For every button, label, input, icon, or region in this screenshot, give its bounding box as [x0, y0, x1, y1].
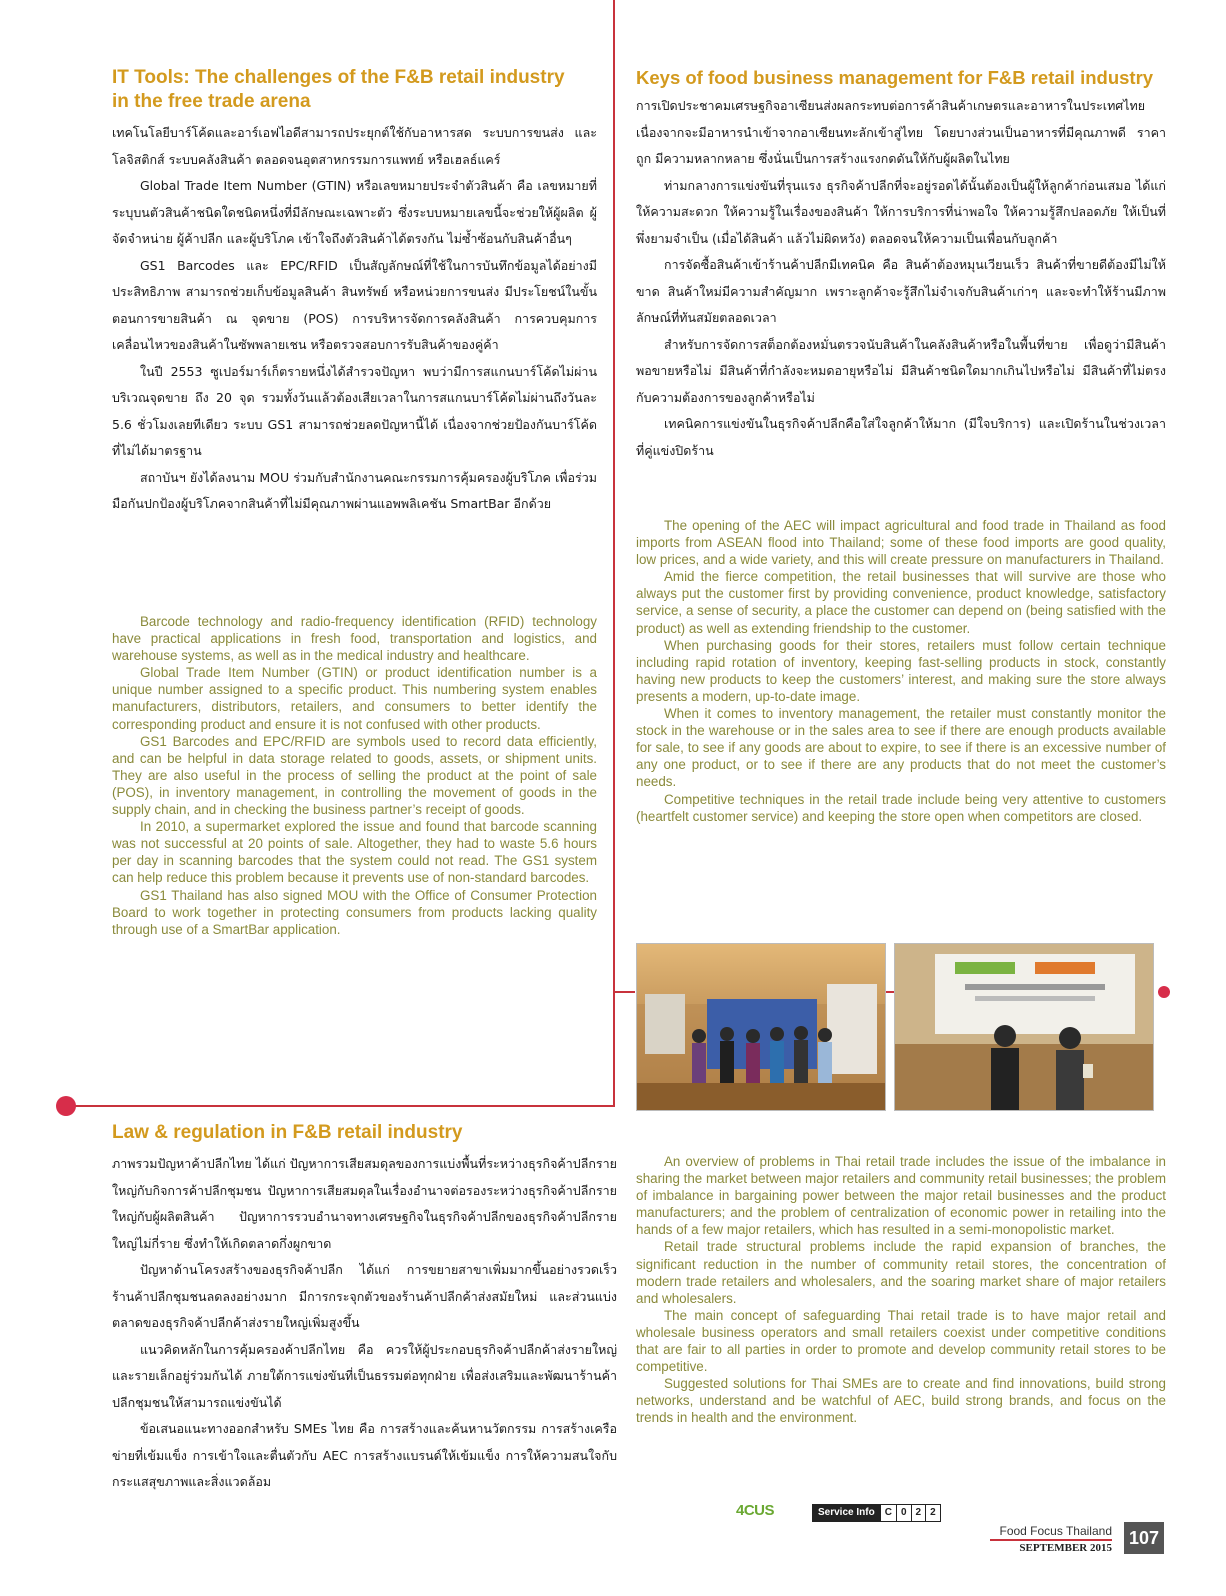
focus-logo: [736, 1502, 774, 1519]
event-photo-group: [636, 943, 886, 1111]
divider-horizontal-line-left: [66, 1105, 615, 1107]
english-paragraph: GS1 Thailand has also signed MOU with the Office of Consumer Protection Board to work together in protecting consumers from products lacking quality through use of a SmartBar application.: [112, 887, 597, 937]
thai-paragraph: เทคนิคการแข่งขันในธุรกิจค้าปลีกคือใส่ใจลูกค้าให้มาก (มีใจบริการ) และเปิดร้านในช่วงเวลาที่คู่แข่งปิดร้าน: [636, 416, 1166, 458]
accent-dot-left: [56, 1096, 76, 1116]
english-paragraph: An overview of problems in Thai retail trade includes the issue of the imbalance in sharing the market between major retailers and community retail businesses; the problem of imbalance in bargaining power between the major retail businesses and the product manufacturers; and the problem of centralization of economic power in retailing into the hands of a few major retailers, which has resulted in a semi-monopolistic market.: [636, 1154, 1166, 1238]
english-paragraph: Global Trade Item Number (GTIN) or product identification number is a unique number assigned to a specific product. This numbering system enables manufacturers, distributors, retailers, and consumers to better identify the corresponding product and ensure it is not confused with other products.: [112, 665, 597, 732]
thai-paragraph: Global Trade Item Number (GTIN) หรือเลขหมายประจำตัวสินค้า คือ เลขหมายที่ระบุบนตัวสินค้าชนิดใดชนิดหนึ่งที่มีลักษณะเฉพาะตัว ซึ่งระบบหมายเลขนี้จะช่วยให้ผู้ผลิต ผู้จัดจำหน่าย ผู้ค้าปลีก และผู้บริโภค เข้าใจถึงตัวสินค้าได้ตรงกัน ไม่ซ้ำซ้อนกับสินค้าอื่นๆ: [112, 178, 597, 246]
english-paragraph: When it comes to inventory management, the retailer must constantly monitor the stock in the warehouse or in the sales area to see if there are enough products available for sale, to see if any goods are about to expire, to see if there is an excessive number of any one product, or to see if there are any products that do not meet the customer’s needs.: [636, 706, 1166, 790]
english-text-keys: [636, 517, 1166, 825]
english-paragraph: Barcode technology and radio-frequency identification (RFID) technology have practical applications in fresh food, transportation and logistics, and warehouse systems, as well as in the medical industry and healthcare.: [112, 614, 597, 664]
thai-paragraph: ข้อเสนอแนะทางออกสำหรับ SMEs ไทย คือ การสร้างและค้นหานวัตกรรม การสร้างเครือข่ายที่เข้มแข็ง การเข้าใจและตื่นตัวกับ AEC การสร้างแบรนด์ให้เข้มแข็ง การให้ความสนใจกับกระแสสุขภาพและสิ่งแวดล้อม: [112, 1421, 617, 1489]
english-paragraph: Retail trade structural problems include the rapid expansion of branches, the significant reduction in the number of community retail stores, the concentration of modern trade retailers and wholesalers, and the soaring market share of major retailers and wholesalers.: [636, 1239, 1166, 1306]
thai-paragraph: สถาบันฯ ยังได้ลงนาม MOU ร่วมกับสำนักงานคณะกรรมการคุ้มครองผู้บริโภค เพื่อร่วมมือกันปกป้องผู้บริโภคจากสินค้าที่ไม่มีคุณภาพผ่านแอพพลิเคชัน SmartBar อีกด้วย: [112, 469, 597, 511]
magazine-footer: [990, 1524, 1112, 1555]
event-photo-speakers: [894, 943, 1154, 1111]
section-heading-law-regulation: Law & regulation in F&B retail industry: [112, 1122, 463, 1143]
thai-text-law-regulation: [112, 1151, 617, 1496]
thai-paragraph: GS1 Barcodes และ EPC/RFID เป็นสัญลักษณ์ที่ใช้ในการบันทึกข้อมูลได้อย่างมีประสิทธิภาพ สามารถช่วยเก็บข้อมูลสินค้า สินทรัพย์ หรือหน่วยการขนส่ง มีประโยชน์ในขั้นตอนการขายสินค้า ณ จุดขาย (POS) การบริหารจัดการคลังสินค้า การควบคุมการเคลื่อนไหวของสินค้าในซัพพลายเชน หรือตรวจสอบการรับสินค้าของคู่ค้า: [112, 257, 597, 352]
event-photo-group-illustration: [637, 944, 885, 1110]
page-number: 107: [1128, 1528, 1160, 1548]
heading-line-2: in the free trade arena: [112, 91, 311, 112]
accent-dot-right: [1158, 986, 1170, 998]
thai-paragraph: ปัญหาด้านโครงสร้างของธุรกิจค้าปลีก ได้แก่ การขยายสาขาเพิ่มมากขึ้นอย่างรวดเร็ว ร้านค้าปลีกชุมชนลดลงอย่างมาก มีการกระจุกตัวของร้านค้าปลีกค้าส่งสมัยใหม่ และส่วนแบ่งตลาดของธุรกิจค้าปลีกค้าส่งรายใหญ่เพิ่มสูงขึ้น: [112, 1262, 617, 1330]
thai-paragraph: เทคโนโลยีบาร์โค้ดและอาร์เอฟไอดีสามารถประยุกต์ใช้กับอาหารสด ระบบการขนส่ง และโลจิสติกส์ ระบบคลังสินค้า ตลอดจนอุตสาหกรรมการแพทย์ หรือเฮลธ์แคร์: [112, 125, 597, 167]
service-code-digit: C: [880, 1505, 896, 1521]
page-number-box: [1124, 1522, 1164, 1554]
english-paragraph: In 2010, a supermarket explored the issue and found that barcode scanning was not successful at 20 points of sale. Altogether, they had to waste 5.6 hours per day in scanning barcodes that the system could not read. The GS1 system can help reduce this problem because it prevents use of non-standard barcodes.: [112, 819, 597, 886]
focus-logo-text: 4CUS: [736, 1502, 775, 1519]
english-paragraph: When purchasing goods for their stores, retailers must follow certain technique including rapid rotation of inventory, keeping fast-selling products in stock, constantly having new products to keep the customers’ interest, and making sure the store always presents a modern, up-to-date image.: [636, 637, 1166, 704]
service-code-digit: 0: [896, 1505, 911, 1521]
thai-paragraph: ท่ามกลางการแข่งขันที่รุนแรง ธุรกิจค้าปลีกที่จะอยู่รอดได้นั้นต้องเป็นผู้ให้ลูกค้าก่อนเสมอ ได้แก่ ให้ความสะดวก ให้ความรู้ในเรื่องของสินค้า ให้การบริการที่น่าพอใจ ให้ความรู้สึกปลอดภัย ให้เป็นที่พึ่งยามจำเป็น (เมื่อได้สินค้า แล้วไม่ผิดหวัง) ตลอดจนให้ความเป็นเพื่อนกับลูกค้า: [636, 177, 1166, 246]
thai-text-it-tools: [112, 120, 597, 518]
thai-paragraph: ภาพรวมปัญหาค้าปลีกไทย ได้แก่ ปัญหาการเสียสมดุลของการแบ่งพื้นที่ระหว่างธุรกิจค้าปลีกรายใหญ่กับกิจการค้าปลีกชุมชน ปัญหาการเสียสมดุลในเรื่องอำนาจต่อรองระหว่างธุรกิจค้าปลีกรายใหญ่กับผู้ผลิตสินค้า ปัญหาการรวบอำนาจทางเศรษฐกิจในธุรกิจค้าปลีกของธุรกิจค้าปลีกรายใหญ่ไม่กี่ราย ซึ่งทำให้เกิดตลาดกึ่งผูกขาด: [112, 1156, 617, 1251]
english-text-it-tools: [112, 613, 597, 938]
thai-paragraph: การจัดซื้อสินค้าเข้าร้านค้าปลีกมีเทคนิค คือ สินค้าต้องหมุนเวียนเร็ว สินค้าที่ขายดีต้องมีไม่ให้ขาด สินค้าใหม่มีความสำคัญมาก เพราะลูกค้าจะรู้สึกไม่จำเจกับสินค้าเก่าๆ และจะทำให้ร้านมีภาพลักษณ์ที่ทันสมัยตลอดเวลา: [636, 257, 1166, 325]
english-paragraph: The opening of the AEC will impact agricultural and food trade in Thailand as food imports from ASEAN flood into Thailand; some of these food imports are good quality, low prices, and a wide variety, and this will create pressure on manufacturers in Thailand.: [636, 518, 1166, 568]
event-photo-speakers-illustration: [895, 944, 1153, 1110]
divider-vertical-line: [613, 0, 615, 1107]
english-paragraph: Competitive techniques in the retail trade include being very attentive to customers (heartfelt customer service) and keeping the store open when competitors are closed.: [636, 791, 1166, 824]
section-heading-it-tools: [112, 66, 612, 114]
thai-paragraph: ในปี 2553 ซูเปอร์มาร์เก็ตรายหนึ่งได้สำรวจปัญหา พบว่ามีการสแกนบาร์โค้ดไม่ผ่านบริเวณจุดขาย ถึง 20 จุด รวมทั้งวันแล้วต้องเสียเวลาในการสแกนบาร์โค้ดไม่ผ่านถึงวันละ 5.6 ชั่วโมงเลยทีเดียว ระบบ GS1 สามารถช่วยลดปัญหานี้ได้ เนื่องจากช่วยป้องกันบาร์โค้ดที่ไม่ได้มาตรฐาน: [112, 363, 597, 458]
magazine-issue: SEPTEMBER 2015: [1019, 1542, 1112, 1554]
thai-text-keys: [636, 93, 1166, 464]
divider-horizontal-line-right: [613, 991, 635, 993]
thai-paragraph: แนวคิดหลักในการคุ้มครองค้าปลีกไทย คือ ควรให้ผู้ประกอบธุรกิจค้าปลีกค้าส่งรายใหญ่และรายเล็กอยู่ร่วมกันได้ ภายใต้การแข่งขันที่เป็นธรรมต่อทุกฝ่าย เพื่อส่งเสริมและพัฒนาร้านค้าปลีกชุมชนให้สามารถแข่งขันได้: [112, 1341, 617, 1410]
service-info-label: Service Info: [813, 1505, 880, 1521]
section-heading-keys-food-business: Keys of food business management for F&B retail industry: [636, 67, 1154, 88]
thai-paragraph: สำหรับการจัดการสต็อกต้องหมั่นตรวจนับสินค้าในคลังสินค้าหรือในพื้นที่ขาย เพื่อดูว่ามีสินค้าพอขายหรือไม่ มีสินค้าที่กำลังจะหมดอายุหรือไม่ มีสินค้าชนิดใดมากเกินไปหรือไม่ มีสินค้าที่ไม่ตรงกับความต้องการของลูกค้าหรือไม่: [636, 336, 1166, 405]
thai-paragraph: การเปิดประชาคมเศรษฐกิจอาเซียนส่งผลกระทบต่อการค้าสินค้าเกษตรและอาหารในประเทศไทย เนื่องจากจะมีอาหารนำเข้าจากอาเซียนทะลักเข้าสู่ไทย โดยบางส่วนเป็นอาหารที่มีคุณภาพดี ราคาถูก มีความหลากหลาย ซึ่งนั่นเป็นการสร้างแรงกดดันให้กับผู้ผลิตในไทย: [636, 98, 1166, 166]
english-paragraph: Suggested solutions for Thai SMEs are to create and find innovations, build strong networks, understand and be watchful of AEC, build strong brands, and focus on the trends in health and the environment.: [636, 1376, 1166, 1426]
english-text-law-regulation: [636, 1153, 1166, 1427]
magazine-name: Food Focus Thailand: [999, 1524, 1112, 1538]
english-paragraph: The main concept of safeguarding Thai retail trade is to have major retail and wholesale business operators and small retailers coexist under competitive conditions that are fair to all parties in order to promote and develop community retail stores to be competitive.: [636, 1307, 1166, 1375]
service-code-digit: 2: [925, 1505, 940, 1521]
magazine-rule: [990, 1539, 1112, 1541]
english-paragraph: GS1 Barcodes and EPC/RFID are symbols used to record data efficiently, and can be helpful in data storage related to goods, assets, or shipment units. They are also useful in the process of selling the product at the point of sale (POS), in inventory management, in controlling the movement of goods in the supply chain, and in checking the business partner’s receipt of goods.: [112, 733, 597, 818]
service-info-box: [812, 1504, 941, 1522]
heading-line-1: IT Tools: The challenges of the F&B retail industry: [112, 67, 565, 88]
service-code-digit: 2: [911, 1505, 926, 1521]
english-paragraph: Amid the fierce competition, the retail businesses that will survive are those who always put the customer first by providing convenience, product knowledge, satisfactory service, a sense of security, a place the customer can depend on (being satisfied with the product) as well as extending friendship to the customer.: [636, 569, 1166, 636]
